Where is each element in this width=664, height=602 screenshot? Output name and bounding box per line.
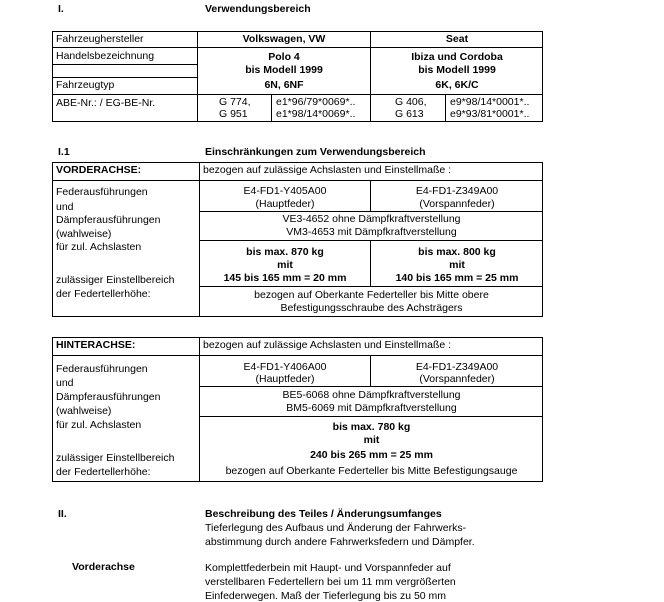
label-manufacturer: Fahrzeughersteller <box>56 33 144 45</box>
label-approval-number: ABE-Nr.: / EG-BE-Nr. <box>56 97 156 109</box>
front-left-line: der Federtellerhöhe: <box>56 288 151 300</box>
front-left-line: (wahlweise) <box>56 228 112 240</box>
seat-eg-2: e9*93/81*0001*.. <box>450 108 530 120</box>
seat-manufacturer: Seat <box>445 33 469 45</box>
label-vehicle-type: Fahrzeugtyp <box>56 79 115 91</box>
rear-mit: mit <box>363 434 380 446</box>
rear-left-line: (wahlweise) <box>56 405 112 417</box>
front-axle-header-text: bezogen auf zulässige Achslasten und Einstellmaße : <box>203 164 452 176</box>
front-reference-1: bezogen auf Oberkante Federteller bis Mitte obere <box>254 289 489 301</box>
rear-load: bis max. 780 kg <box>332 421 411 433</box>
rear-left-line: und <box>56 377 74 389</box>
front-damper-2: VM3-4653 mit Dämpfkraftverstellung <box>286 226 457 238</box>
rear-damper-1: BE5-6068 ohne Dämpfkraftverstellung <box>282 389 461 401</box>
rear-damper-2: BM5-6069 mit Dämpfkraftverstellung <box>286 402 457 414</box>
front-axle-description-line: verstellbaren Federtellern bei um 11 mm vergrößerten <box>205 576 456 588</box>
rear-spring-2: E4-FD1-Z349A00 <box>415 361 499 373</box>
front-axle-description-line: Komplettfederbein mit Haupt- und Vorspannfeder auf <box>205 562 451 574</box>
front-left-line: zulässiger Einstellbereich <box>56 274 175 286</box>
seat-trade-name: Ibiza und Cordoba <box>411 51 503 63</box>
vw-manufacturer: Volkswagen, VW <box>242 33 326 45</box>
front-spring-1-type: (Hauptfeder) <box>255 198 315 210</box>
description-line: Tieferlegung des Aufbaus und Änderung der Fahrwerks- <box>205 522 467 534</box>
seat-abe-2: G 613 <box>395 108 424 120</box>
front-left-line: Dämpferausführungen <box>56 214 161 226</box>
rear-axle-label: HINTERACHSE: <box>56 339 136 351</box>
front-axle-description-line: Einfederwegen. Maß der Tieferlegung bis zu 50 mm <box>205 590 447 602</box>
front-range-2: 140 bis 165 mm = 25 mm <box>395 272 519 284</box>
label-trade-name: Handelsbezeichnung <box>56 50 155 62</box>
front-damper-1: VE3-4652 ohne Dämpfkraftverstellung <box>282 213 461 225</box>
rear-left-line: der Federtellerhöhe: <box>56 466 151 478</box>
front-spring-1: E4-FD1-Y405A00 <box>243 185 327 197</box>
rear-axle-header-text: bezogen auf zulässige Achslasten und Einstellmaße : <box>203 339 452 351</box>
front-left-line: für zul. Achslasten <box>56 241 142 253</box>
rear-spring-1-type: (Hauptfeder) <box>255 373 315 385</box>
front-load-2: bis max. 800 kg <box>418 246 496 258</box>
front-left-line: Federausführungen <box>56 186 148 198</box>
front-mit-1: mit <box>277 259 293 271</box>
vw-type: 6N, 6NF <box>264 79 304 91</box>
section-title: Beschreibung des Teiles / Änderungsumfanges <box>205 508 442 520</box>
front-spring-2: E4-FD1-Z349A00 <box>415 185 499 197</box>
front-mit-2: mit <box>449 259 465 271</box>
seat-abe-1: G 406, <box>395 96 427 108</box>
vw-model-limit: bis Modell 1999 <box>245 64 323 76</box>
section-number: I. <box>58 3 64 15</box>
seat-model-limit: bis Modell 1999 <box>418 64 496 76</box>
rear-range: 240 bis 265 mm = 25 mm <box>310 449 433 461</box>
front-spring-2-type: (Vorspannfeder) <box>419 198 495 210</box>
rear-left-line: Federausführungen <box>56 363 148 375</box>
vw-eg-1: e1*96/79*0069*.. <box>276 96 356 108</box>
rear-left-line: zulässiger Einstellbereich <box>56 452 175 464</box>
section-title: Verwendungsbereich <box>205 3 311 15</box>
rear-spring-1: E4-FD1-Y406A00 <box>243 361 327 373</box>
front-axle-label: VORDERACHSE: <box>56 164 142 176</box>
seat-type: 6K, 6K/C <box>435 79 479 91</box>
rear-spring-2-type: (Vorspannfeder) <box>419 373 495 385</box>
vw-trade-name: Polo 4 <box>268 51 300 63</box>
section-title: Einschränkungen zum Verwendungsbereich <box>205 146 426 158</box>
description-line: abstimmung durch andere Fahrwerksfedern und Dämpfer. <box>205 536 475 548</box>
vw-eg-2: e1*98/14*0069*.. <box>276 108 356 120</box>
front-load-1: bis max. 870 kg <box>246 246 324 258</box>
seat-eg-1: e9*98/14*0001*.. <box>450 96 530 108</box>
front-range-1: 145 bis 165 mm = 20 mm <box>223 272 347 284</box>
section-number: I.1 <box>58 146 70 158</box>
rear-left-line: für zul. Achslasten <box>56 419 142 431</box>
front-axle-subheading: Vorderachse <box>72 561 135 573</box>
rear-left-line: Dämpferausführungen <box>56 391 161 403</box>
vw-abe-1: G 774, <box>219 96 251 108</box>
front-left-line: und <box>56 201 74 213</box>
front-reference-2: Befestigungsschraube des Achsträgers <box>280 302 463 314</box>
rear-reference: bezogen auf Oberkante Federteller bis Mitte Befestigungsauge <box>225 465 518 477</box>
vw-abe-2: G 951 <box>219 108 248 120</box>
section-number: II. <box>58 508 67 520</box>
